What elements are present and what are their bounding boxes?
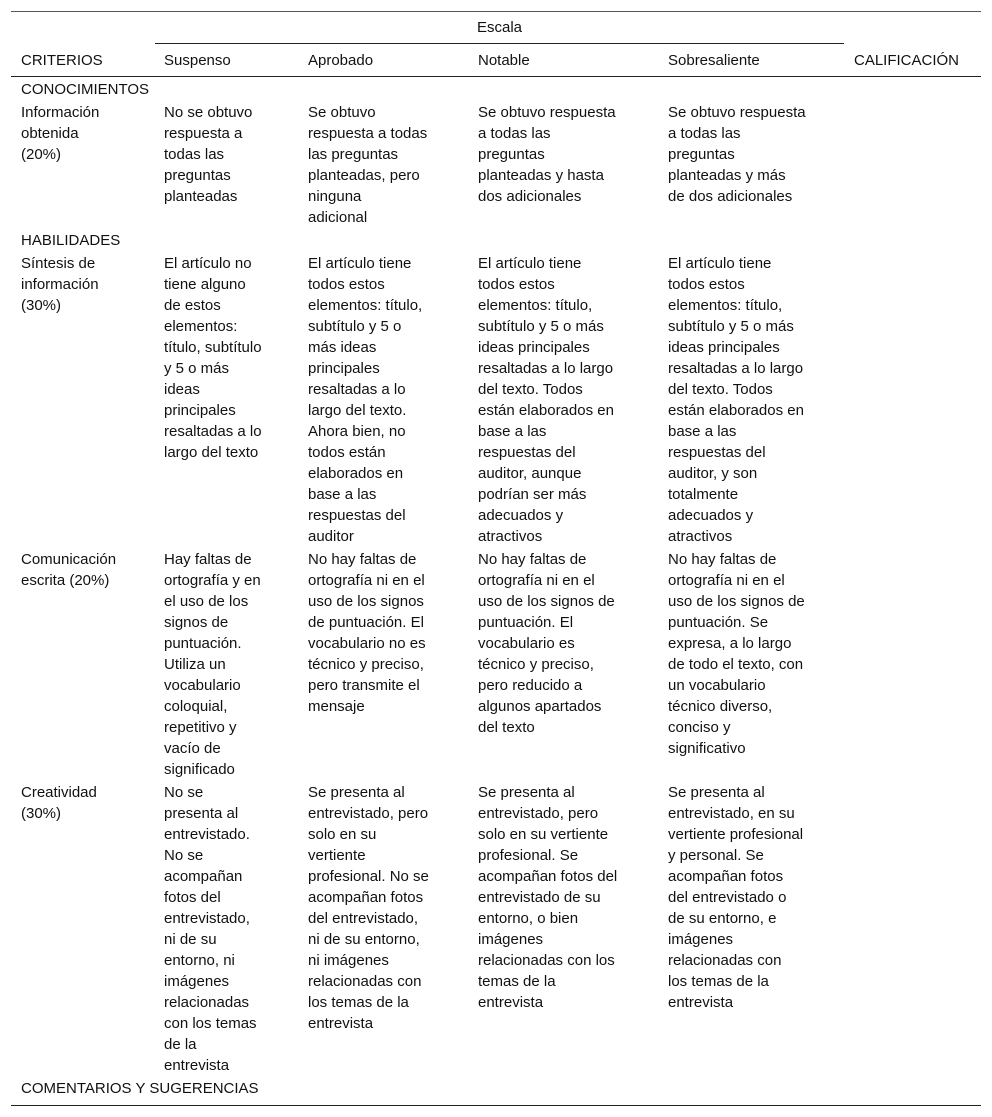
row-2-criterio: Síntesis de información (30%) [21,255,99,314]
row-1-criterio: Información obtenida (20%) [21,104,100,163]
row-3-criterio: Comunicación escrita (20%) [21,551,117,589]
header-escala: Escala [476,19,523,36]
row-4-suspenso: No se presenta al entrevistado. No se acompañan fotos del entrevistado, ni de su entorno, ni imágenes relacionadas con los temas de la entrevista [164,784,257,1074]
row-1-aprobado: Se obtuvo respuesta a todas las preguntas planteadas, pero ninguna adicional [308,104,428,226]
row-4-notable: Se presenta al entrevistado, pero solo en su vertiente profesional. Se acompañan fotos del entrevistado de su entorno, o bien imágenes relacionadas con los temas de la entrevista [478,784,618,1011]
escala-rule [155,43,844,44]
row-2-suspenso: El artículo no tiene alguno de estos elementos: título, subtítulo y 5 o más ideas principales resaltadas a lo largo del texto [164,255,262,461]
row-1-notable: Se obtuvo respuesta a todas las preguntas planteadas y hasta dos adicionales [478,104,616,205]
row-4-aprobado: Se presenta al entrevistado, pero solo en su vertiente profesional. No se acompañan fotos del entrevistado, ni de su entorno, ni imágenes relacionadas con los temas de la entrevista [308,784,429,1032]
header-sobresaliente: Sobresaliente [668,52,760,69]
table-top-rule [11,11,981,12]
row-4-sobresaliente: Se presenta al entrevistado, en su vertiente profesional y personal. Se acompañan fotos del entrevistado o de su entorno, e imágenes relacionadas con los temas de la entrevista [668,784,804,1011]
header-criterios: CRITERIOS [21,52,103,69]
section-comentarios: COMENTARIOS Y SUGERENCIAS [21,1080,259,1097]
section-habilidades: HABILIDADES [21,232,121,249]
header-aprobado: Aprobado [308,52,374,69]
row-2-sobresaliente: El artículo tiene todos estos elementos: título, subtítulo y 5 o más ideas principales resaltadas a lo largo del texto. Todos están elaborados en base a las respuestas del auditor, y son totalmente adecuados y atractivos [668,255,804,545]
row-2-notable: El artículo tiene todos estos elementos: título, subtítulo y 5 o más ideas principales resaltadas a lo largo del texto. Todos están elaborados en base a las respuestas del auditor, aunque podrían ser más adecuados y atractivos [478,255,614,545]
row-2-aprobado: El artículo tiene todos estos elementos: título, subtítulo y 5 o más ideas principales resaltadas a lo largo del texto. Ahora bien, no todos están elaborados en base a las respuestas del auditor [308,255,423,545]
row-3-suspenso: Hay faltas de ortografía y en el uso de los signos de puntuación. Utiliza un vocabulario coloquial, repetitivo y vacío de significado [164,551,261,778]
row-3-notable: No hay faltas de ortografía ni en el uso de los signos de puntuación. El vocabulario es técnico y preciso, pero reducido a algunos apartados del texto [478,551,615,736]
header-calificacion: CALIFICACIÓN [854,52,960,69]
table-bottom-rule [11,1105,981,1106]
row-3-sobresaliente: No hay faltas de ortografía ni en el uso de los signos de puntuación. Se expresa, a lo largo de todo el texto, con un vocabulario técnico diverso, conciso y significativo [668,551,805,757]
row-3-aprobado: No hay faltas de ortografía ni en el uso de los signos de puntuación. El vocabulario no es técnico y preciso, pero transmite el mensaje [308,551,426,715]
header-rule [11,76,981,77]
row-4-criterio: Creatividad (30%) [21,784,97,822]
header-suspenso: Suspenso [164,52,231,69]
section-conocimientos: CONOCIMIENTOS [21,81,150,98]
header-notable: Notable [478,52,530,69]
row-1-suspenso: No se obtuvo respuesta a todas las preguntas planteadas [164,104,253,205]
row-1-sobresaliente: Se obtuvo respuesta a todas las preguntas planteadas y más de dos adicionales [668,104,806,205]
